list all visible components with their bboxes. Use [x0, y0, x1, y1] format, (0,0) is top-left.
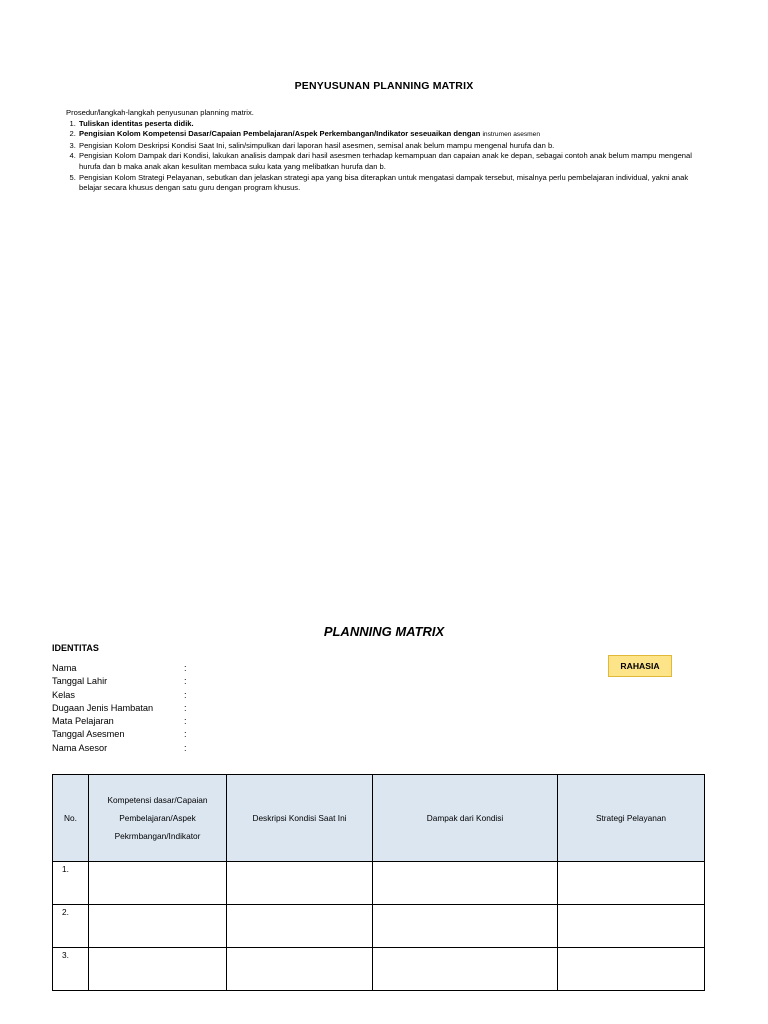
cell-kompetensi[interactable] [89, 862, 227, 905]
identitas-row-kelas [52, 689, 194, 702]
field-colon: : [184, 702, 187, 713]
identitas-row-tanggal-asesmen [52, 728, 194, 741]
identitas-row-nama-asesor [52, 742, 194, 755]
page-title: PENYUSUNAN PLANNING MATRIX [294, 80, 474, 92]
cell-deskripsi[interactable] [227, 862, 373, 905]
column-header-deskripsi: Deskripsi Kondisi Saat Ini [227, 775, 373, 862]
rahasia-badge: RAHASIA [608, 655, 672, 677]
identitas-row-mata-pelajaran [52, 715, 194, 728]
matrix-title: PLANNING MATRIX [323, 624, 445, 639]
field-label: Tanggal Asesmen [52, 729, 125, 740]
row-number: 2. [53, 905, 89, 948]
cell-strategi[interactable] [558, 948, 705, 991]
field-colon: : [184, 663, 187, 673]
column-header-dampak: Dampak dari Kondisi [373, 775, 558, 862]
identitas-row-nama [52, 662, 194, 675]
row-number: 3. [53, 948, 89, 991]
procedure-step: 3. Pengisian Kolom Deskripsi Kondisi Saat Ini, salin/simpulkan dari laporan hasil asesmen, semisal anak belum mampu mengenal hurufa dan b. [78, 141, 706, 152]
field-label: Mata Pelajaran [52, 716, 114, 727]
field-label: Nama Asesor [52, 742, 108, 753]
procedure-section [66, 108, 706, 194]
column-header-no: No. [53, 775, 89, 862]
field-colon: : [184, 742, 187, 753]
cell-dampak[interactable] [373, 948, 558, 991]
identitas-row-tanggal-lahir [52, 675, 194, 688]
procedure-step: 5. Pengisian Kolom Strategi Pelayanan, sebutkan dan jelaskan strategi apa yang bisa diterapkan untuk mengatasi dampak tersebut, misalnya perlu pembelajaran individual, yakni anak belajar secara khusus dengan satu guru dengan program khusus. [78, 173, 706, 194]
cell-dampak[interactable] [373, 862, 558, 905]
cell-kompetensi[interactable] [89, 948, 227, 991]
column-header-kompetensi: Kompetensi dasar/Capaian Pembelajaran/Aspek Pekrmbangan/Indikator [89, 775, 227, 862]
procedure-step: 1. Tuliskan identitas peserta didik. [78, 119, 706, 130]
identitas-row-dugaan-jenis-hambatan [52, 702, 194, 715]
table-row [53, 905, 705, 948]
identitas-fields [52, 662, 194, 755]
table-row [53, 948, 705, 991]
field-label: Dugaan Jenis Hambatan [52, 702, 154, 713]
procedure-steps [66, 119, 706, 194]
procedure-step: 2. Pengisian Kolom Kompetensi Dasar/Capaian Pembelajaran/Aspek Perkembangan/Indikator seseuaikan dengan instrumen asesmen [78, 129, 706, 141]
row-number: 1. [53, 862, 89, 905]
cell-strategi[interactable] [558, 862, 705, 905]
field-colon: : [184, 729, 187, 740]
cell-deskripsi[interactable] [227, 905, 373, 948]
field-colon: : [184, 689, 187, 700]
cell-dampak[interactable] [373, 905, 558, 948]
field-colon: : [184, 716, 187, 727]
field-label: Kelas [52, 689, 75, 700]
procedure-intro: Prosedur/langkah-langkah penyusunan planning matrix. [66, 108, 254, 117]
cell-strategi[interactable] [558, 905, 705, 948]
field-label: Nama [52, 663, 77, 673]
planning-matrix-table [52, 774, 705, 991]
table-header-row [53, 775, 705, 862]
column-header-strategi: Strategi Pelayanan [558, 775, 705, 862]
procedure-step: 4. Pengisian Kolom Dampak dari Kondisi, lakukan analisis dampak dari hasil asesmen terhadap kemampuan dan capaian anak ke depan, sebagai contoh anak belum mampu mengenal hurufa dan b maka anak akan kesulitan membaca suku kata yang melibatkan hurufa dan b. [78, 151, 706, 172]
field-label: Tanggal Lahir [52, 676, 108, 687]
table-row [53, 862, 705, 905]
field-colon: : [184, 676, 187, 687]
cell-kompetensi[interactable] [89, 905, 227, 948]
identitas-heading: IDENTITAS [52, 643, 99, 653]
cell-deskripsi[interactable] [227, 948, 373, 991]
